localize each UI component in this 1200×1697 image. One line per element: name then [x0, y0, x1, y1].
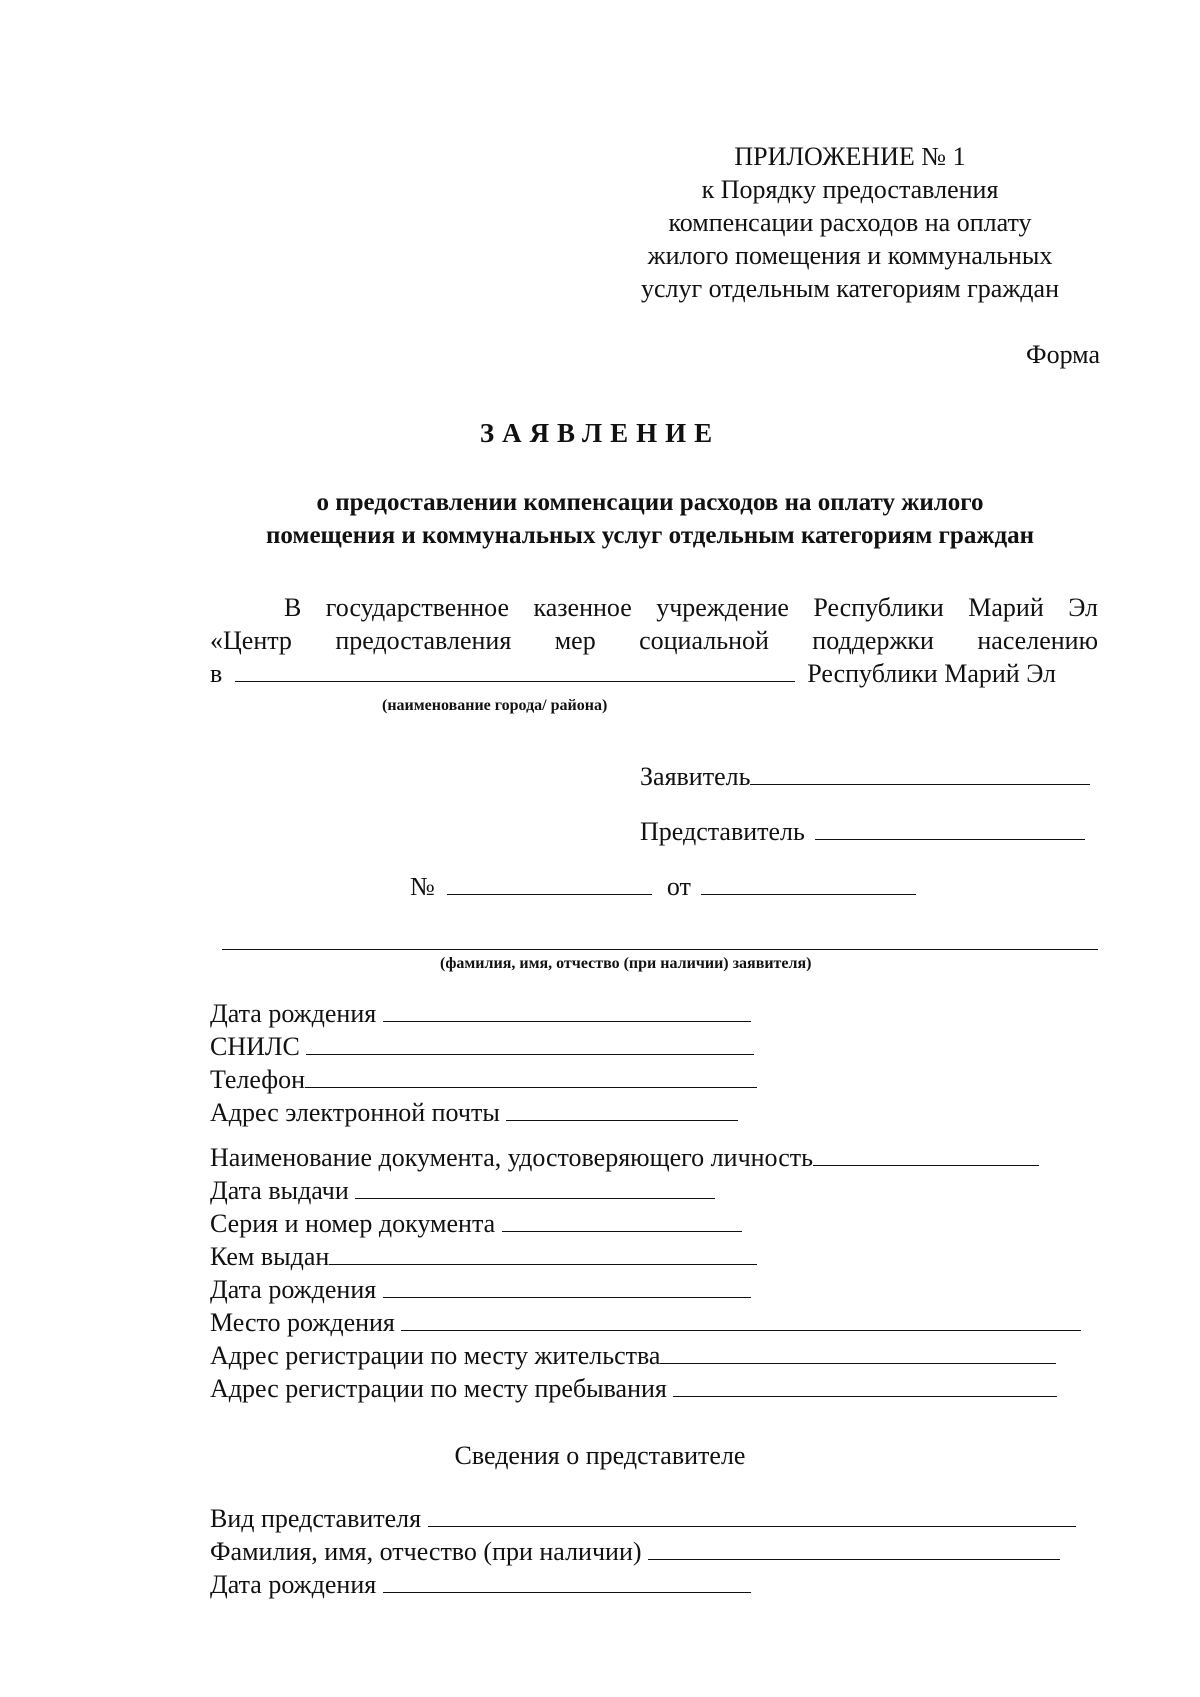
field-label: Кем выдан [210, 1242, 330, 1271]
field-label: Дата рождения [210, 999, 377, 1028]
field-label: Дата рождения [210, 1570, 377, 1599]
recipient-prefix: в [210, 659, 223, 688]
field-doc-birth-date [210, 1274, 751, 1306]
field-input[interactable] [648, 1537, 1060, 1560]
appendix-line: к Порядку предоставления [701, 175, 999, 204]
recipient-line: В государственное казенное учреждение Республики Марий Эл [284, 593, 1098, 622]
appendix-line: услуг отдельным категориям граждан [641, 274, 1059, 303]
field-input[interactable] [813, 1143, 1039, 1166]
field-stay-address [210, 1373, 1057, 1405]
field-input[interactable] [329, 1242, 757, 1265]
recipient-block [210, 591, 1098, 690]
representative-section-title: Сведения о представителе [454, 1441, 746, 1470]
document-title: ЗАЯВЛЕНИЕ [479, 418, 721, 448]
representative-label: Представитель [640, 817, 805, 846]
city-caption: (наименование города/ района) [382, 697, 608, 714]
field-input[interactable] [305, 1065, 757, 1088]
field-representative-fio [210, 1536, 1060, 1568]
representative-field[interactable] [815, 817, 1085, 840]
appendix-header [600, 140, 1100, 305]
field-label: Наименование документа, удостоверяющего личность [210, 1143, 813, 1172]
city-field[interactable] [235, 659, 795, 682]
from-label: от [666, 872, 691, 901]
field-label: Вид представителя [210, 1504, 422, 1533]
field-input[interactable] [355, 1176, 715, 1199]
recipient-suffix: Республики Марий Эл [807, 659, 1056, 688]
number-label: № [410, 872, 435, 901]
field-label: Адрес регистрации по месту жительства [210, 1341, 661, 1370]
representative-row [640, 816, 1085, 848]
field-id-document-name [210, 1142, 1039, 1174]
field-input[interactable] [506, 1098, 738, 1121]
field-snils [210, 1031, 754, 1063]
field-label: Серия и номер документа [210, 1209, 496, 1238]
number-field[interactable] [447, 872, 652, 895]
field-representative-birth-date [210, 1569, 751, 1601]
subtitle-line: помещения и коммунальных услуг отдельным категориям граждан [266, 522, 1034, 549]
field-email [210, 1097, 738, 1129]
field-representative-type [210, 1503, 1076, 1535]
field-label: Телефон [210, 1065, 306, 1094]
field-phone [210, 1064, 757, 1096]
field-input[interactable] [383, 999, 751, 1022]
fio-caption: (фамилия, имя, отчество (при наличии) заявителя) [440, 955, 812, 972]
field-issued-by [210, 1241, 757, 1273]
appendix-line: жилого помещения и коммунальных [647, 241, 1053, 270]
subtitle-line: о предоставлении компенсации расходов на оплату жилого [316, 489, 984, 516]
field-input[interactable] [383, 1570, 751, 1593]
field-label: Фамилия, имя, отчество (при наличии) [210, 1537, 642, 1566]
field-label: Место рождения [210, 1308, 395, 1337]
field-label: Адрес электронной почты [210, 1098, 500, 1127]
applicant-field[interactable] [750, 762, 1090, 785]
date-field[interactable] [701, 872, 916, 895]
form-label: Форма [1026, 340, 1100, 369]
appendix-title: ПРИЛОЖЕНИЕ № 1 [734, 142, 966, 171]
field-residence-address [210, 1340, 1056, 1372]
field-birth-place [210, 1307, 1081, 1339]
field-series-number [210, 1208, 742, 1240]
field-input[interactable] [306, 1032, 754, 1055]
fio-field[interactable] [222, 949, 1098, 950]
field-input[interactable] [401, 1308, 1081, 1331]
field-label: СНИЛС [210, 1032, 300, 1061]
applicant-row [640, 761, 1090, 793]
registration-row [410, 871, 916, 903]
field-input[interactable] [660, 1341, 1056, 1364]
field-input[interactable] [673, 1374, 1057, 1397]
field-birth-date [210, 998, 751, 1030]
field-label: Дата рождения [210, 1275, 377, 1304]
field-input[interactable] [428, 1504, 1076, 1527]
document-subtitle [200, 486, 1100, 552]
field-input[interactable] [383, 1275, 751, 1298]
field-input[interactable] [502, 1209, 742, 1232]
appendix-line: компенсации расходов на оплату [668, 208, 1032, 237]
field-label: Адрес регистрации по месту пребывания [210, 1374, 667, 1403]
applicant-label: Заявитель [640, 762, 751, 791]
field-label: Дата выдачи [210, 1176, 349, 1205]
field-issue-date [210, 1175, 715, 1207]
recipient-line: «Центр предоставления мер социальной поддержки населению [210, 626, 1098, 655]
